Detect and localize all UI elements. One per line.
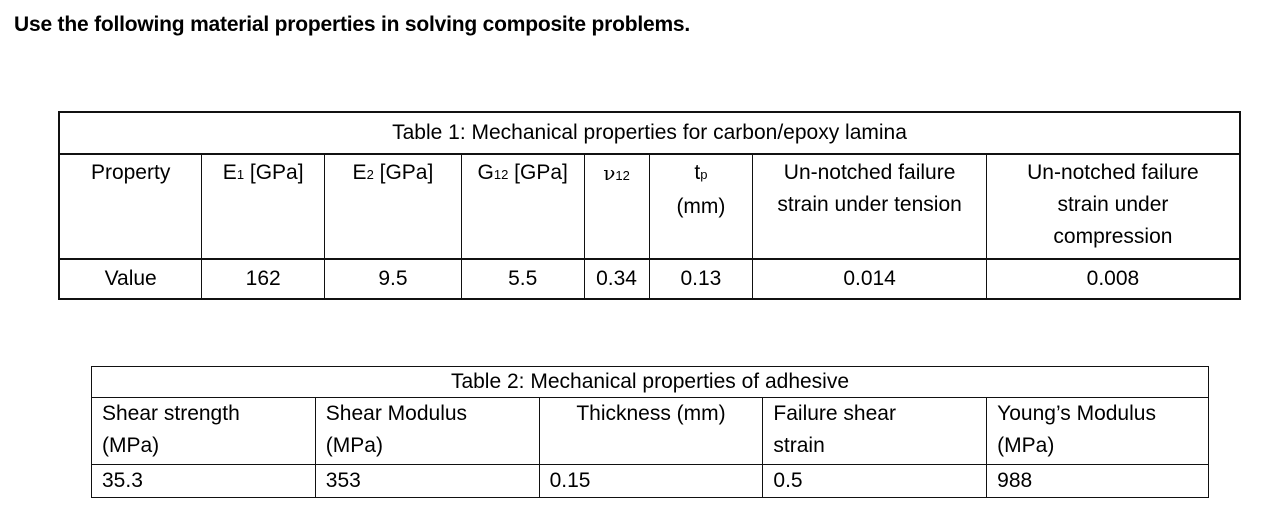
- header-failure-shear-strain: Failure shear strain: [763, 398, 987, 465]
- value-g12: 5.5: [461, 259, 584, 299]
- value-shear-strength: 35.3: [92, 465, 316, 498]
- value-label: Value: [59, 259, 202, 299]
- value-tp: 0.13: [649, 259, 753, 299]
- table1-caption: Table 1: Mechanical properties for carbon/epoxy lamina: [59, 112, 1240, 154]
- value-shear-modulus: 353: [315, 465, 539, 498]
- header-shear-modulus: Shear Modulus (MPa): [315, 398, 539, 465]
- header-g12: G12 [GPa]: [461, 154, 584, 259]
- value-tension-strain: 0.014: [753, 259, 987, 299]
- adhesive-properties-table: [91, 366, 1209, 498]
- header-tension-strain: Un-notched failure strain under tension: [753, 154, 987, 259]
- header-shear-strength: Shear strength (MPa): [92, 398, 316, 465]
- value-e1: 162: [202, 259, 325, 299]
- header-e1: E1 [GPa]: [202, 154, 325, 259]
- value-youngs-modulus: 988: [987, 465, 1209, 498]
- header-tp: tp (mm): [649, 154, 753, 259]
- value-compression-strain: 0.008: [986, 259, 1240, 299]
- value-nu12: 0.34: [584, 259, 649, 299]
- header-compression-strain: Un-notched failure strain under compression: [986, 154, 1240, 259]
- value-e2: 9.5: [325, 259, 462, 299]
- value-thickness: 0.15: [539, 465, 763, 498]
- header-thickness: Thickness (mm): [539, 398, 763, 465]
- page-heading: Use the following material properties in solving composite problems.: [14, 13, 691, 36]
- header-e2: E2 [GPa]: [325, 154, 462, 259]
- lamina-properties-table: [58, 111, 1241, 300]
- value-failure-shear-strain: 0.5: [763, 465, 987, 498]
- table2-caption: Table 2: Mechanical properties of adhesive: [92, 367, 1209, 398]
- header-property: Property: [59, 154, 202, 259]
- header-nu12: ν12: [584, 154, 649, 259]
- header-youngs-modulus: Young’s Modulus (MPa): [987, 398, 1209, 465]
